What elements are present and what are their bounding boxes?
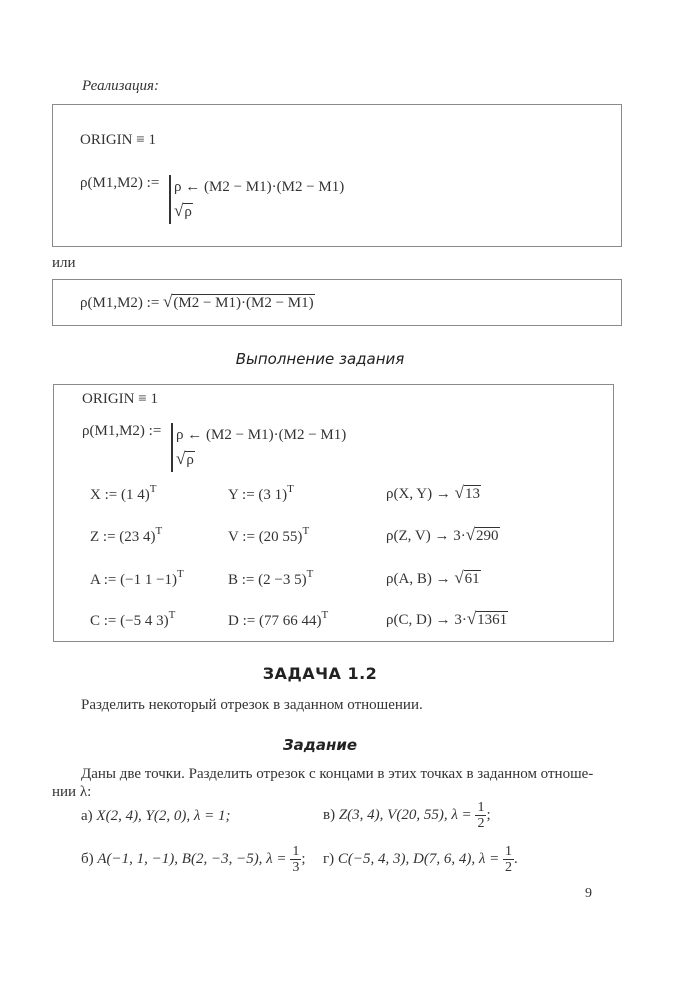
distance-result	[386, 483, 481, 503]
item-end: ;	[486, 806, 491, 823]
program-line-return	[176, 447, 346, 472]
result-coefficient: 3·	[453, 528, 466, 544]
task-statement: Разделить некоторый отрезок в заданном отношении.	[81, 697, 423, 713]
point-a: A := (−1 1 −1)	[90, 572, 178, 588]
program-block	[171, 423, 346, 472]
execution-heading: Выполнение задания	[235, 350, 405, 368]
item-label: в)	[323, 806, 336, 823]
point-definition-1	[90, 568, 184, 589]
origin-statement: ORIGIN ≡ 1	[80, 132, 156, 148]
radical-icon: √	[466, 609, 477, 628]
radical-icon: √	[176, 449, 186, 468]
task-item-v	[323, 800, 491, 831]
program-line-assign: ρ ← (M2 − M1)·(M2 − M1)	[174, 179, 345, 195]
point-definition-2	[228, 568, 313, 589]
page-number: 9	[585, 886, 592, 901]
task-intro-line-1: Даны две точки. Разделить отрезок с концами в этих точках в заданном отноше-	[81, 766, 594, 782]
program-block	[169, 175, 344, 224]
fraction-denominator: 3	[292, 860, 300, 875]
point-v: V := (20 55)	[228, 529, 303, 545]
radicand: ρ	[184, 204, 192, 220]
program-line-assign: ρ ← (M2 − M1)·(M2 − M1)	[176, 427, 347, 443]
implementation-label-colon: :	[153, 78, 159, 94]
point-y: Y := (3 1)	[228, 487, 288, 503]
distance-result	[386, 525, 500, 545]
fraction-numerator: 1	[504, 844, 512, 859]
task-subheading: Задание	[282, 736, 358, 754]
radicand: 61	[464, 571, 480, 587]
point-z: Z := (23 4)	[90, 529, 156, 545]
radical-icon: √	[163, 292, 173, 311]
item-end: .	[513, 850, 518, 867]
item-label: а)	[81, 808, 93, 824]
result-lhs: ρ(A, B) →	[386, 571, 451, 587]
transpose-mark: T	[168, 609, 176, 621]
sqrt-expression	[455, 483, 481, 503]
mathcad-block-alternative	[52, 279, 622, 326]
sqrt-expression	[176, 447, 195, 472]
fraction-denominator: 2	[504, 860, 512, 875]
transpose-mark: T	[155, 525, 163, 537]
transpose-mark: T	[177, 568, 184, 580]
point-definition-1	[90, 525, 162, 546]
point-d: D := (77 66 44)	[228, 613, 322, 629]
distance-result	[386, 568, 481, 588]
definition-lhs: ρ(M1,M2) :=	[80, 175, 160, 191]
sqrt-expression	[163, 292, 315, 312]
lambda-fraction	[290, 844, 301, 875]
radicand: 13	[464, 486, 480, 502]
or-label: или	[52, 255, 76, 271]
fraction-denominator: 2	[477, 816, 485, 831]
point-definition-1	[90, 609, 175, 630]
sqrt-expression	[466, 525, 500, 545]
task-item-a	[81, 808, 231, 825]
transpose-mark: T	[149, 483, 157, 495]
result-coefficient: 3·	[454, 612, 467, 628]
radicand: 290	[476, 528, 499, 544]
program-line-return	[174, 199, 344, 224]
distance-function-definition	[80, 175, 344, 224]
definition-lhs: ρ(M1,M2) :=	[80, 295, 160, 311]
point-c: C := (−5 4 3)	[90, 613, 169, 629]
radical-icon: √	[174, 201, 184, 220]
sqrt-expression	[467, 609, 508, 629]
fraction-numerator: 1	[292, 844, 300, 859]
item-points: A(−1, 1, −1), B(2, −3, −5), λ =	[97, 850, 287, 867]
mathcad-block-implementation	[52, 104, 622, 247]
sqrt-expression	[174, 199, 193, 224]
lambda-fraction	[503, 844, 514, 875]
distance-result	[386, 609, 508, 629]
transpose-mark: T	[321, 609, 329, 621]
radical-icon: √	[465, 525, 476, 544]
item-points: Z(3, 4), V(20, 55), λ =	[338, 806, 472, 823]
lambda-fraction	[475, 800, 486, 831]
transpose-mark: T	[287, 483, 294, 495]
sqrt-expression	[454, 568, 480, 588]
result-lhs: ρ(C, D) →	[386, 612, 451, 628]
point-definition-2	[228, 609, 328, 630]
distance-function-definition	[82, 423, 346, 472]
point-definition-2	[228, 483, 294, 504]
radicand: 1361	[477, 612, 508, 628]
result-lhs: ρ(X, Y) →	[386, 486, 451, 502]
transpose-mark: T	[306, 568, 314, 580]
radicand: (M2 − M1)·(M2 − M1)	[173, 295, 314, 311]
implementation-label-text: Реализация	[82, 78, 154, 94]
task-intro-line-2: нии λ:	[52, 784, 92, 800]
point-x: X := (1 4)	[90, 487, 150, 503]
transpose-mark: T	[302, 525, 310, 537]
item-end: ;	[301, 850, 306, 867]
item-label: г)	[323, 850, 335, 867]
implementation-label	[82, 78, 159, 95]
origin-statement: ORIGIN ≡ 1	[82, 391, 158, 407]
distance-function-oneline	[80, 292, 315, 312]
point-definition-2	[228, 525, 309, 546]
point-definition-1	[90, 483, 156, 504]
item-points: X(2, 4), Y(2, 0), λ = 1;	[96, 808, 231, 824]
task-item-b	[81, 844, 305, 875]
radicand: ρ	[186, 452, 194, 468]
radical-icon: √	[454, 568, 464, 587]
task-heading: ЗАДАЧА 1.2	[262, 664, 378, 683]
mathcad-block-execution	[53, 384, 614, 642]
point-b: B := (2 −3 5)	[228, 572, 307, 588]
item-label: б)	[81, 850, 94, 867]
definition-lhs: ρ(M1,M2) :=	[82, 423, 162, 439]
radical-icon: √	[454, 483, 464, 502]
result-lhs: ρ(Z, V) →	[386, 528, 450, 544]
item-points: C(−5, 4, 3), D(7, 6, 4), λ =	[337, 850, 500, 867]
task-item-g	[323, 844, 518, 875]
fraction-numerator: 1	[477, 800, 485, 815]
